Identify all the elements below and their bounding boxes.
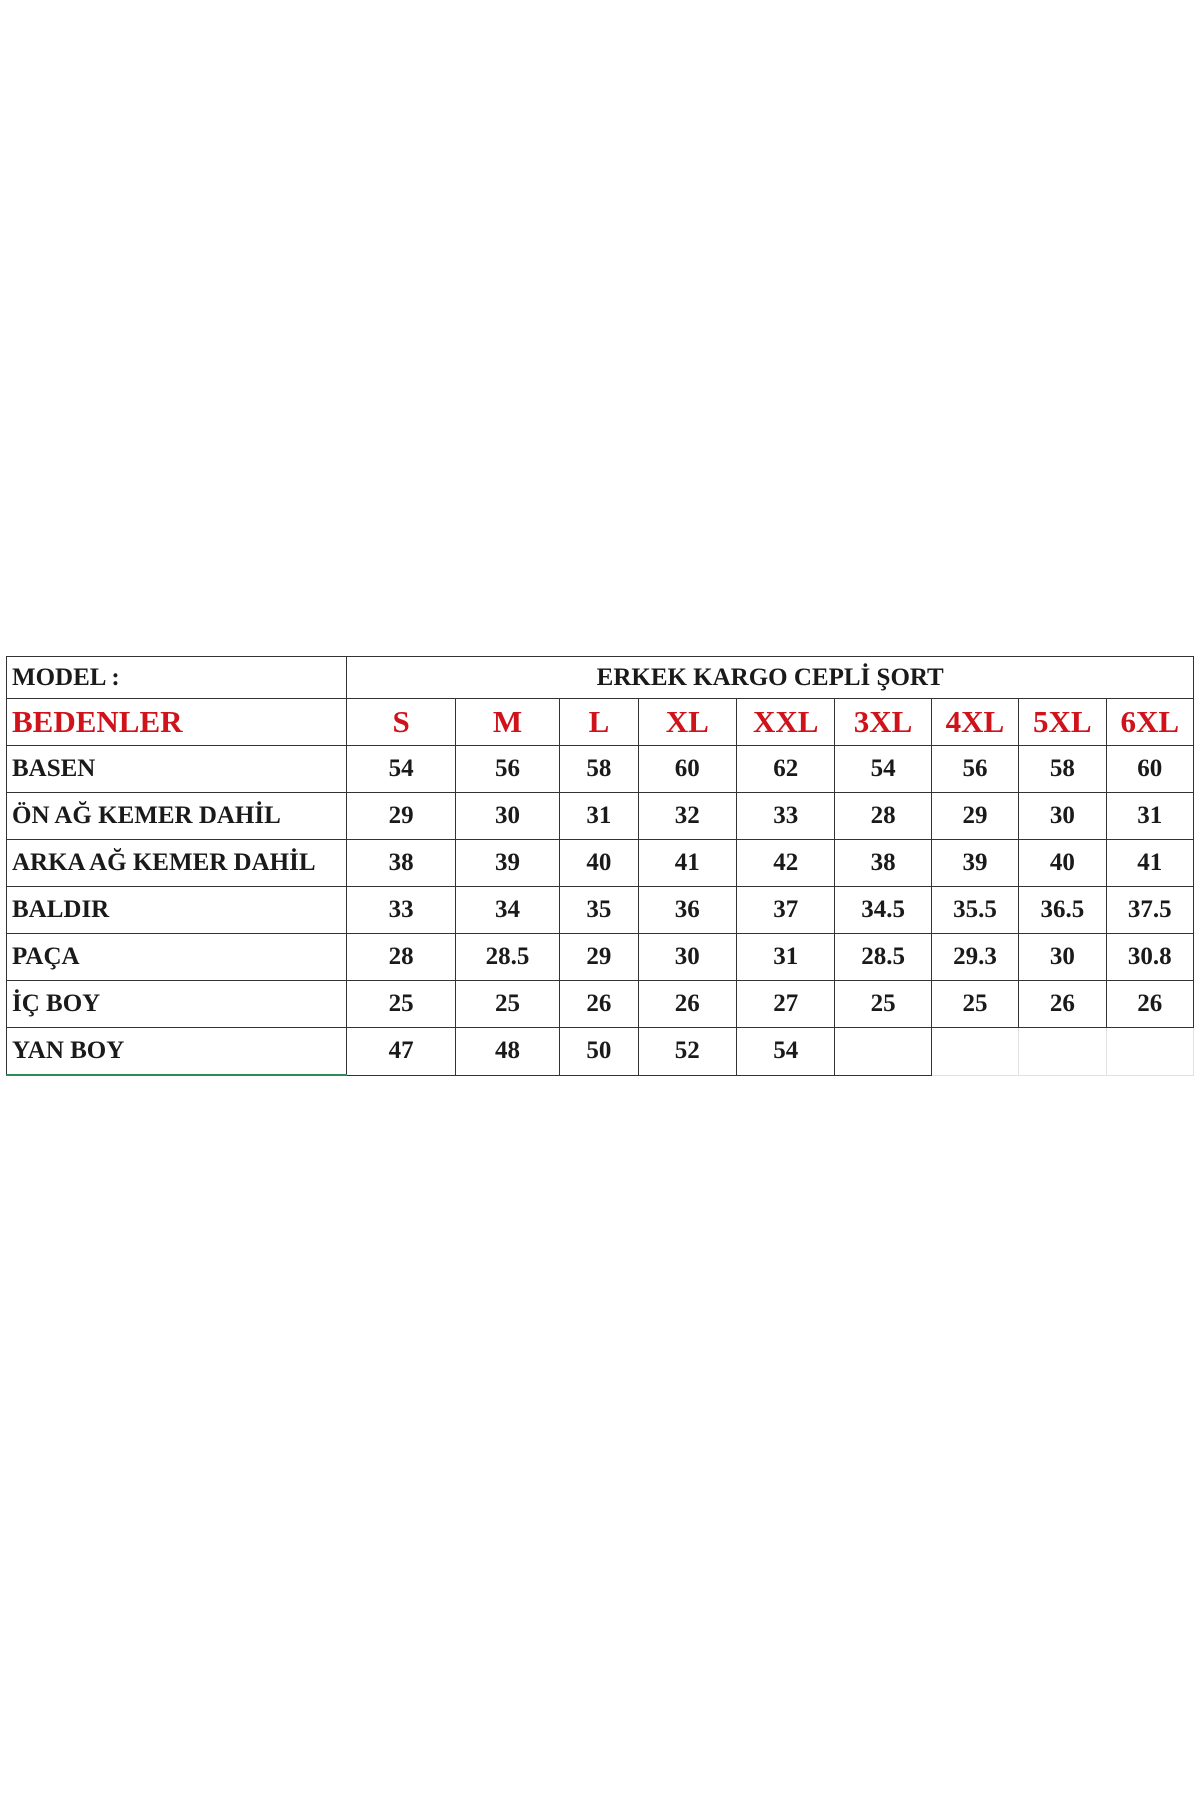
cell-value: 35 bbox=[560, 887, 638, 934]
cell-value: 37 bbox=[736, 887, 834, 934]
cell-value: 34 bbox=[455, 887, 559, 934]
row-label: ARKA AĞ KEMER DAHİL bbox=[7, 840, 347, 887]
cell-value: 26 bbox=[560, 981, 638, 1028]
cell-value: 31 bbox=[1106, 793, 1194, 840]
cell-value: 32 bbox=[638, 793, 736, 840]
cell-value: 36 bbox=[638, 887, 736, 934]
cell-value: 25 bbox=[347, 981, 455, 1028]
cell-value: 35.5 bbox=[931, 887, 1018, 934]
row-label: BALDIR bbox=[7, 887, 347, 934]
cell-value: 37.5 bbox=[1106, 887, 1194, 934]
cell-value: 56 bbox=[931, 746, 1018, 793]
cell-value: 28.5 bbox=[835, 934, 931, 981]
model-label: MODEL : bbox=[7, 657, 347, 699]
cell-value: 30 bbox=[1019, 793, 1106, 840]
cell-value: 28 bbox=[835, 793, 931, 840]
cell-value: 29.3 bbox=[931, 934, 1018, 981]
size-chart-table bbox=[6, 656, 1194, 1076]
cell-value: 29 bbox=[347, 793, 455, 840]
size-l: L bbox=[560, 699, 638, 746]
cell-value: 56 bbox=[455, 746, 559, 793]
cell-value: 36.5 bbox=[1019, 887, 1106, 934]
cell-value: 30 bbox=[455, 793, 559, 840]
size-4xl: 4XL bbox=[931, 699, 1018, 746]
measurement-row-on-ag bbox=[7, 793, 1194, 840]
cell-value: 33 bbox=[736, 793, 834, 840]
size-6xl: 6XL bbox=[1106, 699, 1194, 746]
row-label: İÇ BOY bbox=[7, 981, 347, 1028]
cell-value: 29 bbox=[931, 793, 1018, 840]
cell-value: 47 bbox=[347, 1028, 455, 1076]
cell-value: 38 bbox=[347, 840, 455, 887]
cell-value: 29 bbox=[560, 934, 638, 981]
sizes-label: BEDENLER bbox=[7, 699, 347, 746]
cell-value: 31 bbox=[736, 934, 834, 981]
cell-value: 31 bbox=[560, 793, 638, 840]
model-row bbox=[7, 657, 1194, 699]
cell-value: 30 bbox=[1019, 934, 1106, 981]
cell-value: 41 bbox=[638, 840, 736, 887]
empty-cell bbox=[1019, 1028, 1106, 1076]
cell-value: 30.8 bbox=[1106, 934, 1194, 981]
cell-value: 52 bbox=[638, 1028, 736, 1076]
empty-cell bbox=[931, 1028, 1018, 1076]
measurement-row-basen bbox=[7, 746, 1194, 793]
measurement-row-yan-boy bbox=[7, 1028, 1194, 1076]
cell-value: 58 bbox=[1019, 746, 1106, 793]
cell-value: 28 bbox=[347, 934, 455, 981]
measurement-row-baldir bbox=[7, 887, 1194, 934]
cell-value: 60 bbox=[638, 746, 736, 793]
cell-value: 26 bbox=[1106, 981, 1194, 1028]
cell-value: 54 bbox=[736, 1028, 834, 1076]
size-3xl: 3XL bbox=[835, 699, 931, 746]
empty-cell bbox=[1106, 1028, 1194, 1076]
cell-value: 60 bbox=[1106, 746, 1194, 793]
cell-value: 50 bbox=[560, 1028, 638, 1076]
cell-value: 48 bbox=[455, 1028, 559, 1076]
cell-value: 26 bbox=[1019, 981, 1106, 1028]
cell-value: 30 bbox=[638, 934, 736, 981]
measurement-row-arka-ag bbox=[7, 840, 1194, 887]
cell-value: 26 bbox=[638, 981, 736, 1028]
cell-value: 54 bbox=[835, 746, 931, 793]
model-name: ERKEK KARGO CEPLİ ŞORT bbox=[347, 657, 1194, 699]
cell-value: 39 bbox=[455, 840, 559, 887]
cell-value: 41 bbox=[1106, 840, 1194, 887]
row-label: BASEN bbox=[7, 746, 347, 793]
cell-value: 27 bbox=[736, 981, 834, 1028]
size-m: M bbox=[455, 699, 559, 746]
cell-value: 33 bbox=[347, 887, 455, 934]
cell-value: 25 bbox=[835, 981, 931, 1028]
row-label: YAN BOY bbox=[7, 1028, 347, 1076]
size-xl: XL bbox=[638, 699, 736, 746]
size-s: S bbox=[347, 699, 455, 746]
cell-value: 54 bbox=[347, 746, 455, 793]
cell-value: 38 bbox=[835, 840, 931, 887]
empty-cell bbox=[835, 1028, 931, 1076]
cell-value: 58 bbox=[560, 746, 638, 793]
measurement-row-paca bbox=[7, 934, 1194, 981]
size-xxl: XXL bbox=[736, 699, 834, 746]
cell-value: 62 bbox=[736, 746, 834, 793]
row-label: PAÇA bbox=[7, 934, 347, 981]
cell-value: 42 bbox=[736, 840, 834, 887]
cell-value: 25 bbox=[931, 981, 1018, 1028]
cell-value: 40 bbox=[560, 840, 638, 887]
cell-value: 40 bbox=[1019, 840, 1106, 887]
row-label: ÖN AĞ KEMER DAHİL bbox=[7, 793, 347, 840]
cell-value: 25 bbox=[455, 981, 559, 1028]
measurement-row-ic-boy bbox=[7, 981, 1194, 1028]
cell-value: 39 bbox=[931, 840, 1018, 887]
cell-value: 28.5 bbox=[455, 934, 559, 981]
size-5xl: 5XL bbox=[1019, 699, 1106, 746]
cell-value: 34.5 bbox=[835, 887, 931, 934]
size-header-row bbox=[7, 699, 1194, 746]
